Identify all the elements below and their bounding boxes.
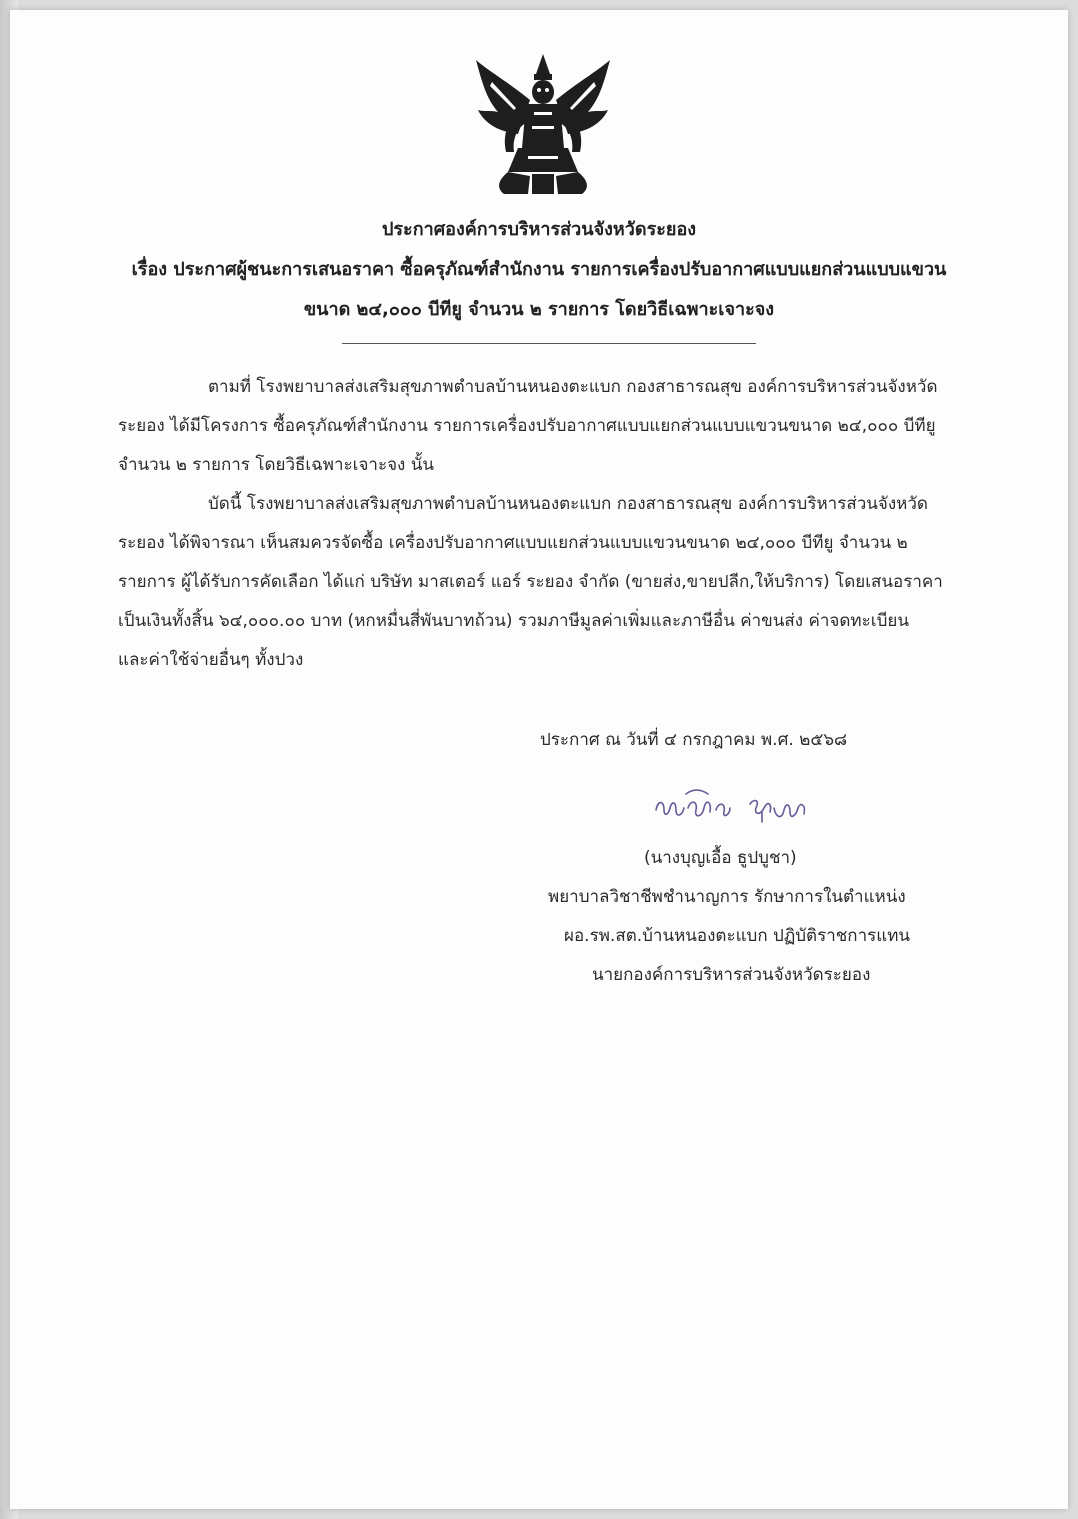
handwritten-signature-icon	[650, 786, 830, 836]
paragraph-2-line-4: เป็นเงินทั้งสิ้น ๖๔,๐๐๐.๐๐ บาท (หกหมื่นสี่พันบาทถ้วน) รวมภาษีมูลค่าเพิ่มและภาษีอื่น ค่าขนส่ง ค่าจดทะเบียน	[118, 611, 909, 631]
signatory-position-line-3: นายกองค์การบริหารส่วนจังหวัดระยอง	[592, 965, 871, 985]
paragraph-2-line-3: รายการ ผู้ได้รับการคัดเลือก ได้แก่ บริษัท มาสเตอร์ แอร์ ระยอง จำกัด (ขายส่ง,ขายปลีก,ให้บริการ) โดยเสนอราคา	[118, 572, 943, 592]
paragraph-1-line-3: จำนวน ๒ รายการ โดยวิธีเฉพาะเจาะจง นั้น	[118, 455, 435, 475]
subject-line-1: เรื่อง ประกาศผู้ชนะการเสนอราคา ซื้อครุภัณฑ์สำนักงาน รายการเครื่องปรับอากาศแบบแยกส่วนแบบแขวน	[131, 259, 947, 280]
paragraph-2-line-1: บัดนี้ โรงพยาบาลส่งเสริมสุขภาพตำบลบ้านหนองตะแบก กองสาธารณสุข องค์การบริหารส่วนจังหวัด	[208, 494, 928, 514]
signatory-position-line-1: พยาบาลวิชาชีพชำนาญการ รักษาการในตำแหน่ง	[548, 887, 906, 907]
announcement-date: ประกาศ ณ วันที่ ๔ กรกฎาคม พ.ศ. ๒๕๖๘	[540, 730, 848, 750]
paragraph-2-line-5: และค่าใช้จ่ายอื่นๆ ทั้งปวง	[118, 650, 304, 670]
signatory-name: (นางบุญเอื้อ ธูปบูชา)	[644, 848, 797, 868]
paragraph-1-line-2: ระยอง ได้มีโครงการ ซื้อครุภัณฑ์สำนักงาน รายการเครื่องปรับอากาศแบบแยกส่วนแบบแขวนขนาด ๒๔,๐๐๐ บีทียู	[118, 416, 936, 436]
document-title: ประกาศองค์การบริหารส่วนจังหวัดระยอง	[381, 219, 697, 240]
paragraph-1-line-1: ตามที่ โรงพยาบาลส่งเสริมสุขภาพตำบลบ้านหนองตะแบก กองสาธารณสุข องค์การบริหารส่วนจังหวัด	[208, 377, 938, 397]
title-divider	[342, 343, 756, 344]
signatory-position-line-2: ผอ.รพ.สต.บ้านหนองตะแบก ปฏิบัติราชการแทน	[564, 926, 911, 946]
garuda-emblem-icon	[468, 52, 618, 200]
paragraph-2-line-2: ระยอง ได้พิจารณา เห็นสมควรจัดซื้อ เครื่องปรับอากาศแบบแยกส่วนแบบแขวนขนาด ๒๔,๐๐๐ บีทียู จำนวน ๒	[118, 533, 908, 553]
subject-line-2: ขนาด ๒๔,๐๐๐ บีทียู จำนวน ๒ รายการ โดยวิธีเฉพาะเจาะจง	[303, 299, 775, 320]
